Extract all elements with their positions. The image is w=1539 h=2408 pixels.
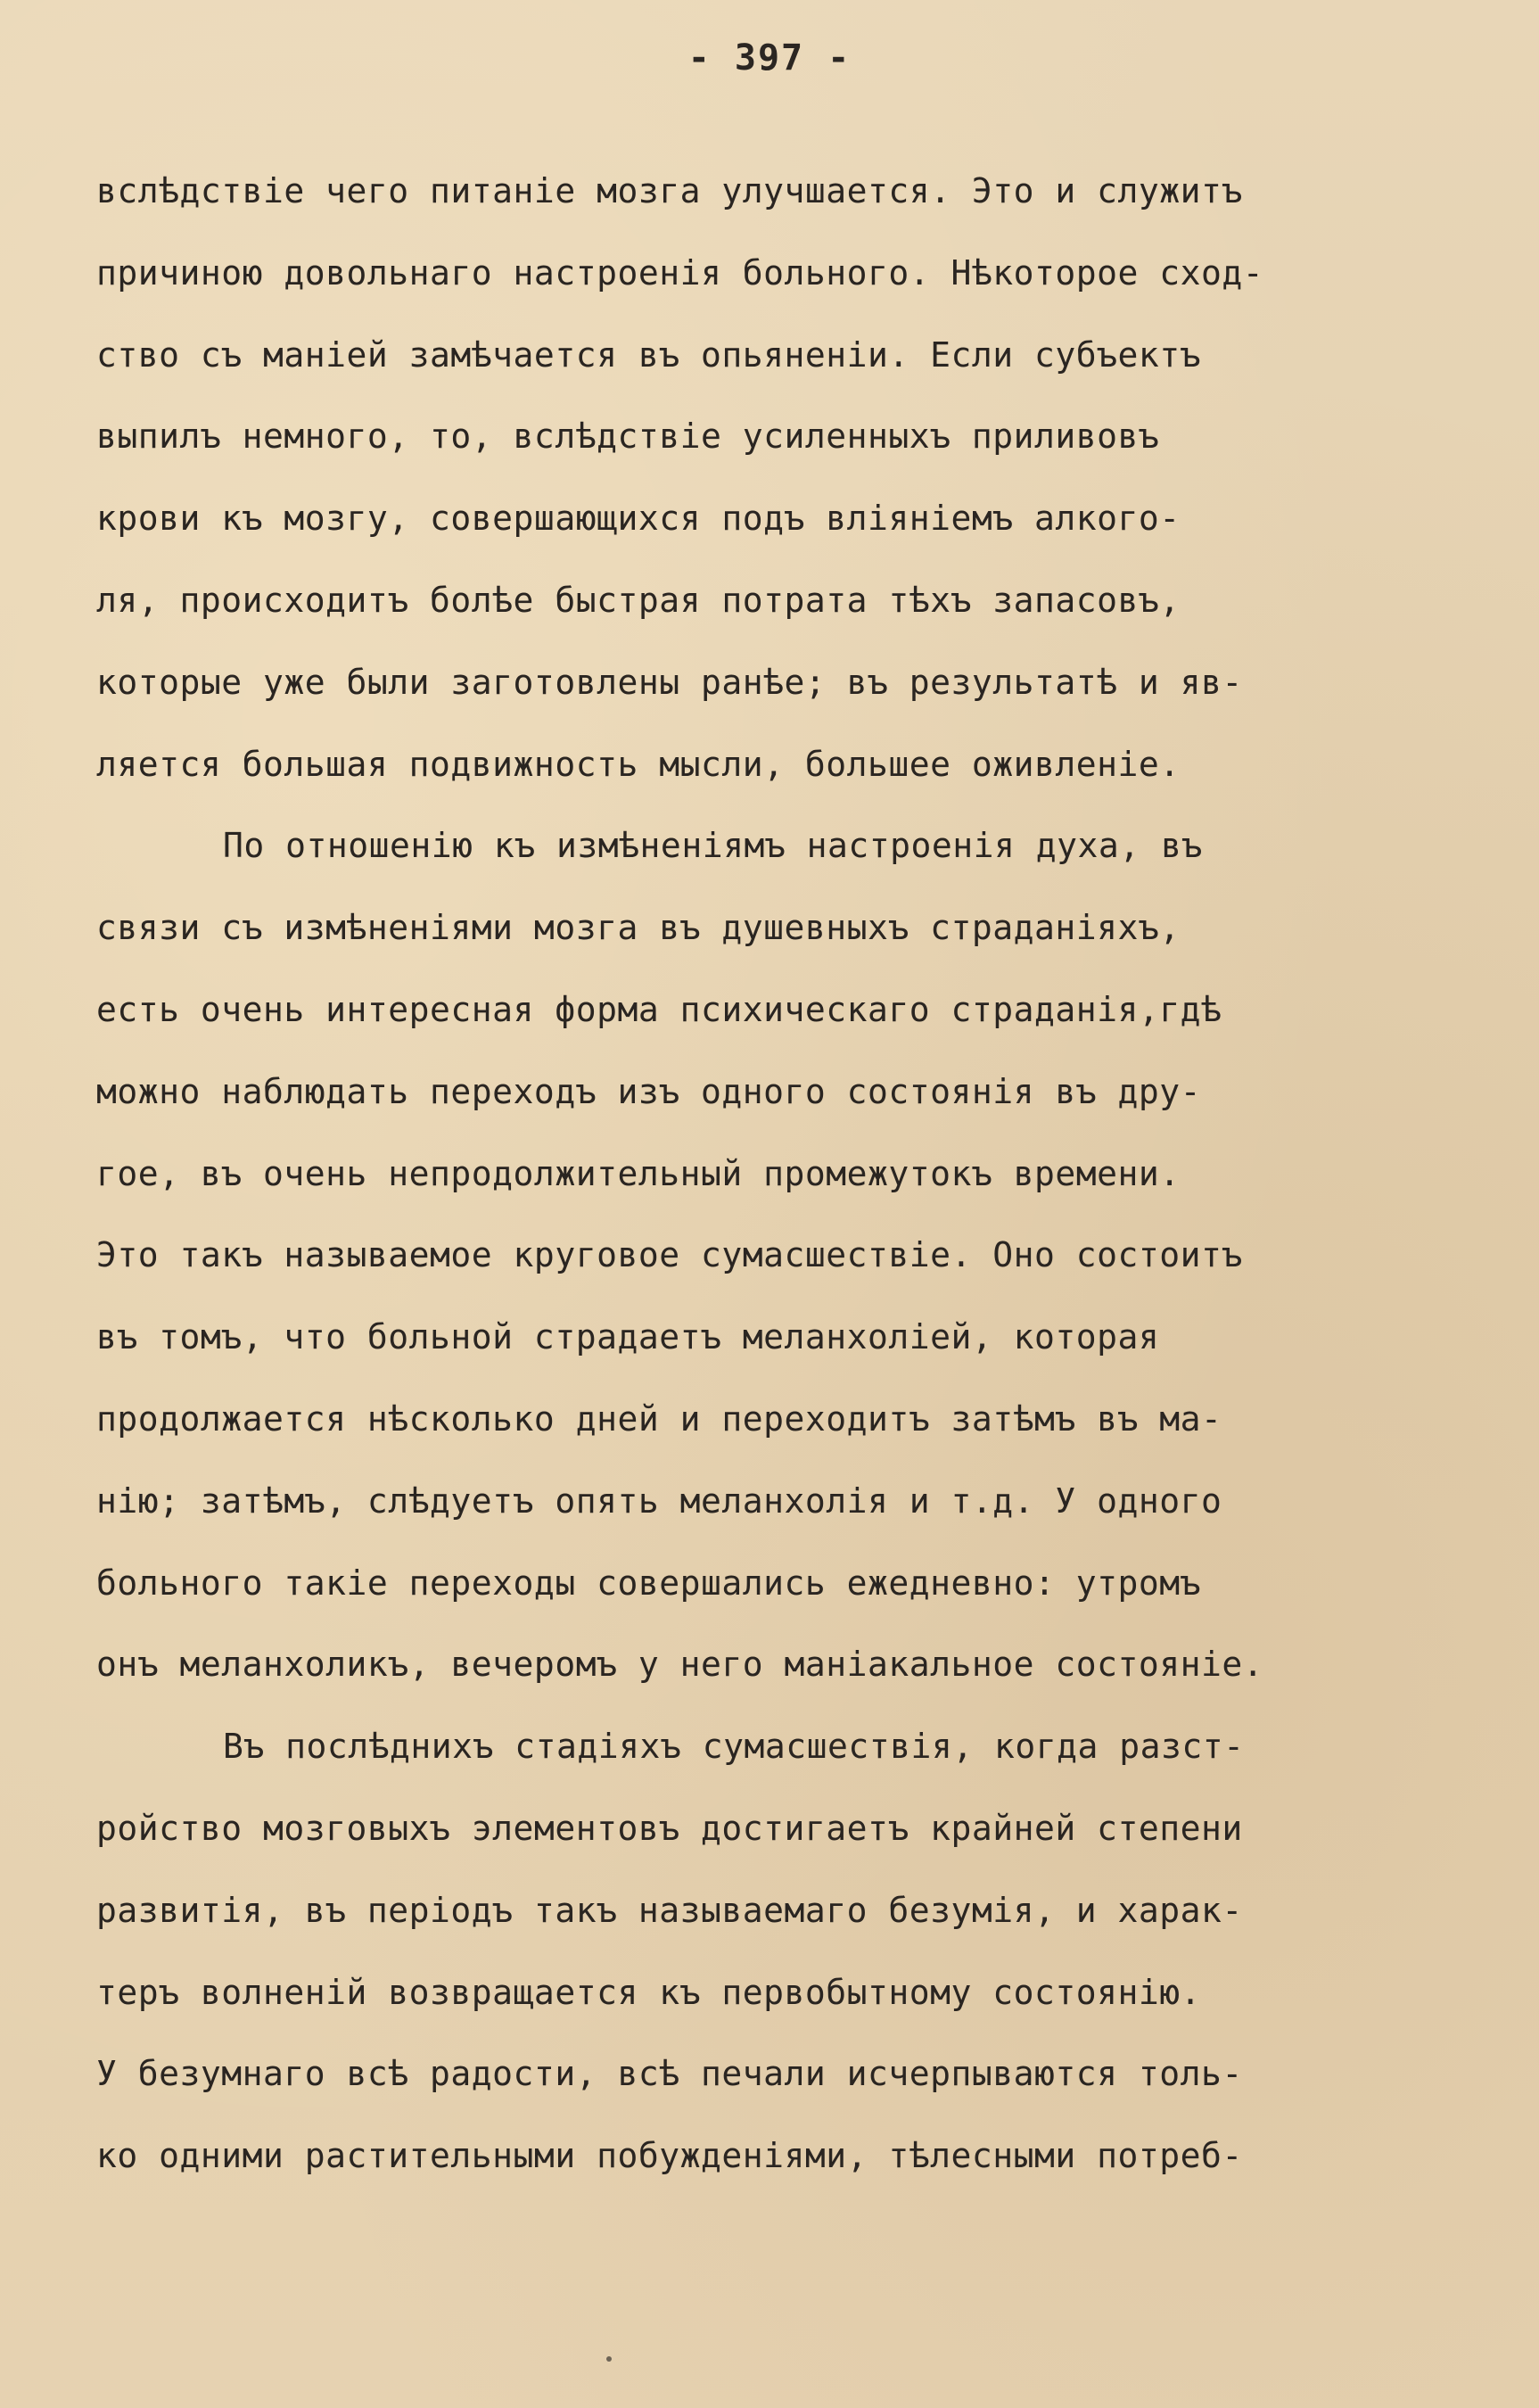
text-line: ляется большая подвижность мысли, большее оживленіе. [96, 744, 1181, 784]
text-line: Въ послѣднихъ стадіяхъ сумасшествія, когда разст- [223, 1727, 1245, 1767]
text-line: теръ волненій возвращается къ первобытному состоянію. [96, 1972, 1202, 2012]
text-line: которые уже были заготовлены ранѣе; въ результатѣ и яв- [96, 662, 1243, 702]
text-line: У безумнаго всѣ радости, всѣ печали исчерпываются толь- [96, 2054, 1243, 2094]
text-line: ко одними растительными побужденіями, тѣлесными потреб- [96, 2136, 1243, 2176]
text-line: продолжается нѣсколько дней и переходитъ затѣмъ въ ма- [96, 1398, 1222, 1439]
text-line: ство съ маніей замѣчается въ опьяненіи. Если субъектъ [96, 334, 1202, 375]
text-line: крови къ мозгу, совершающихся подъ вліяніемъ алкого- [96, 499, 1181, 539]
text-line: онъ меланхоликъ, вечеромъ у него маніакальное состояніе. [96, 1645, 1264, 1685]
text-line: больного такіе переходы совершались ежедневно: утромъ [96, 1563, 1202, 1603]
text-line: развитія, въ періодъ такъ называемаго безумія, и харак- [96, 1890, 1243, 1930]
text-line: вслѣдствіе чего питаніе мозга улучшается. Это и служитъ [96, 171, 1243, 210]
body-text [96, 161, 1505, 2207]
text-line: ройство мозговыхъ элементовъ достигаетъ крайней степени [96, 1808, 1243, 1848]
text-line: можно наблюдать переходъ изъ одного состоянія въ дру- [96, 1071, 1202, 1111]
text-line: въ томъ, что больной страдаетъ меланхоліей, которая [96, 1317, 1160, 1357]
page-number: - 397 - [687, 37, 852, 78]
text-line: гое, въ очень непродолжительный промежутокъ времени. [96, 1153, 1181, 1193]
text-line: есть очень интересная форма психическаго страданія,гдѣ [96, 989, 1222, 1029]
text-line: Это такъ называемое круговое сумасшествіе. Оно состоитъ [96, 1235, 1243, 1275]
text-line: ля, происходитъ болѣе быстрая потрата тѣхъ запасовъ, [96, 580, 1181, 620]
text-line: По отношенію къ измѣненіямъ настроенія духа, въ [223, 826, 1203, 866]
ink-speck [606, 2356, 612, 2362]
text-line: выпилъ немного, то, вслѣдствіе усиленныхъ приливовъ [96, 416, 1160, 457]
text-line: связи съ измѣненіями мозга въ душевныхъ страданіяхъ, [96, 908, 1181, 948]
text-line: нію; затѣмъ, слѣдуетъ опять меланхолія и т.д. У одного [96, 1480, 1222, 1521]
text-line: причиною довольнаго настроенія больного. Нѣкоторое сход- [96, 252, 1264, 293]
